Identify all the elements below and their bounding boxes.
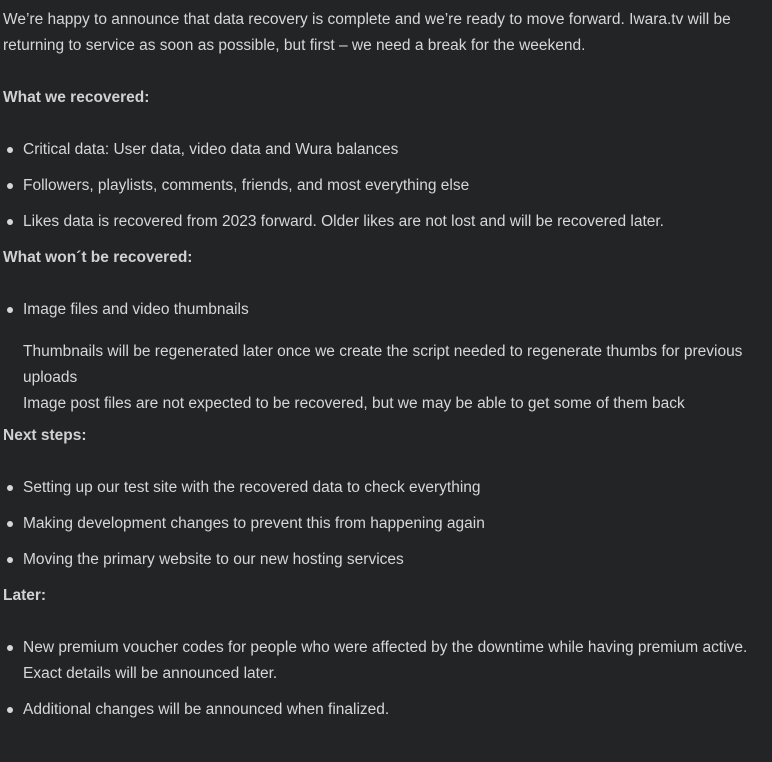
list-item: Critical data: User data, video data and Wura balances [3,137,762,163]
note-thumbnails: Thumbnails will be regenerated later once we create the script needed to regenerate thumbs for previous uploads [23,343,743,386]
recovered-list [3,137,762,235]
heading-later: Later: [3,587,47,604]
heading-what-wont-be-recovered: What won´t be recovered: [3,249,193,266]
not-recovered-list [3,297,762,323]
heading-next-steps: Next steps: [3,427,87,444]
list-item: Likes data is recovered from 2023 forward. Older likes are not lost and will be recovered later. [3,209,762,235]
list-item: Moving the primary website to our new hosting services [3,547,762,573]
list-item: Setting up our test site with the recovered data to check everything [3,475,762,501]
next-steps-list [3,475,762,573]
list-item: Additional changes will be announced when finalized. [3,697,762,723]
intro-paragraph: We’re happy to announce that data recovery is complete and we’re ready to move forward. Iwara.tv will be returning to service as soon as possible, but first – we need a break for the weekend. [3,11,731,54]
list-item: Image files and video thumbnails [3,297,762,323]
list-item: Making development changes to prevent this from happening again [3,511,762,537]
heading-what-we-recovered: What we recovered: [3,89,150,106]
list-item: New premium voucher codes for people who were affected by the downtime while having premium active. Exact details will be announced later. [3,635,762,687]
later-list [3,635,762,723]
note-image-post-files: Image post files are not expected to be recovered, but we may be able to get some of them back [23,395,685,412]
list-item: Followers, playlists, comments, friends, and most everything else [3,173,762,199]
